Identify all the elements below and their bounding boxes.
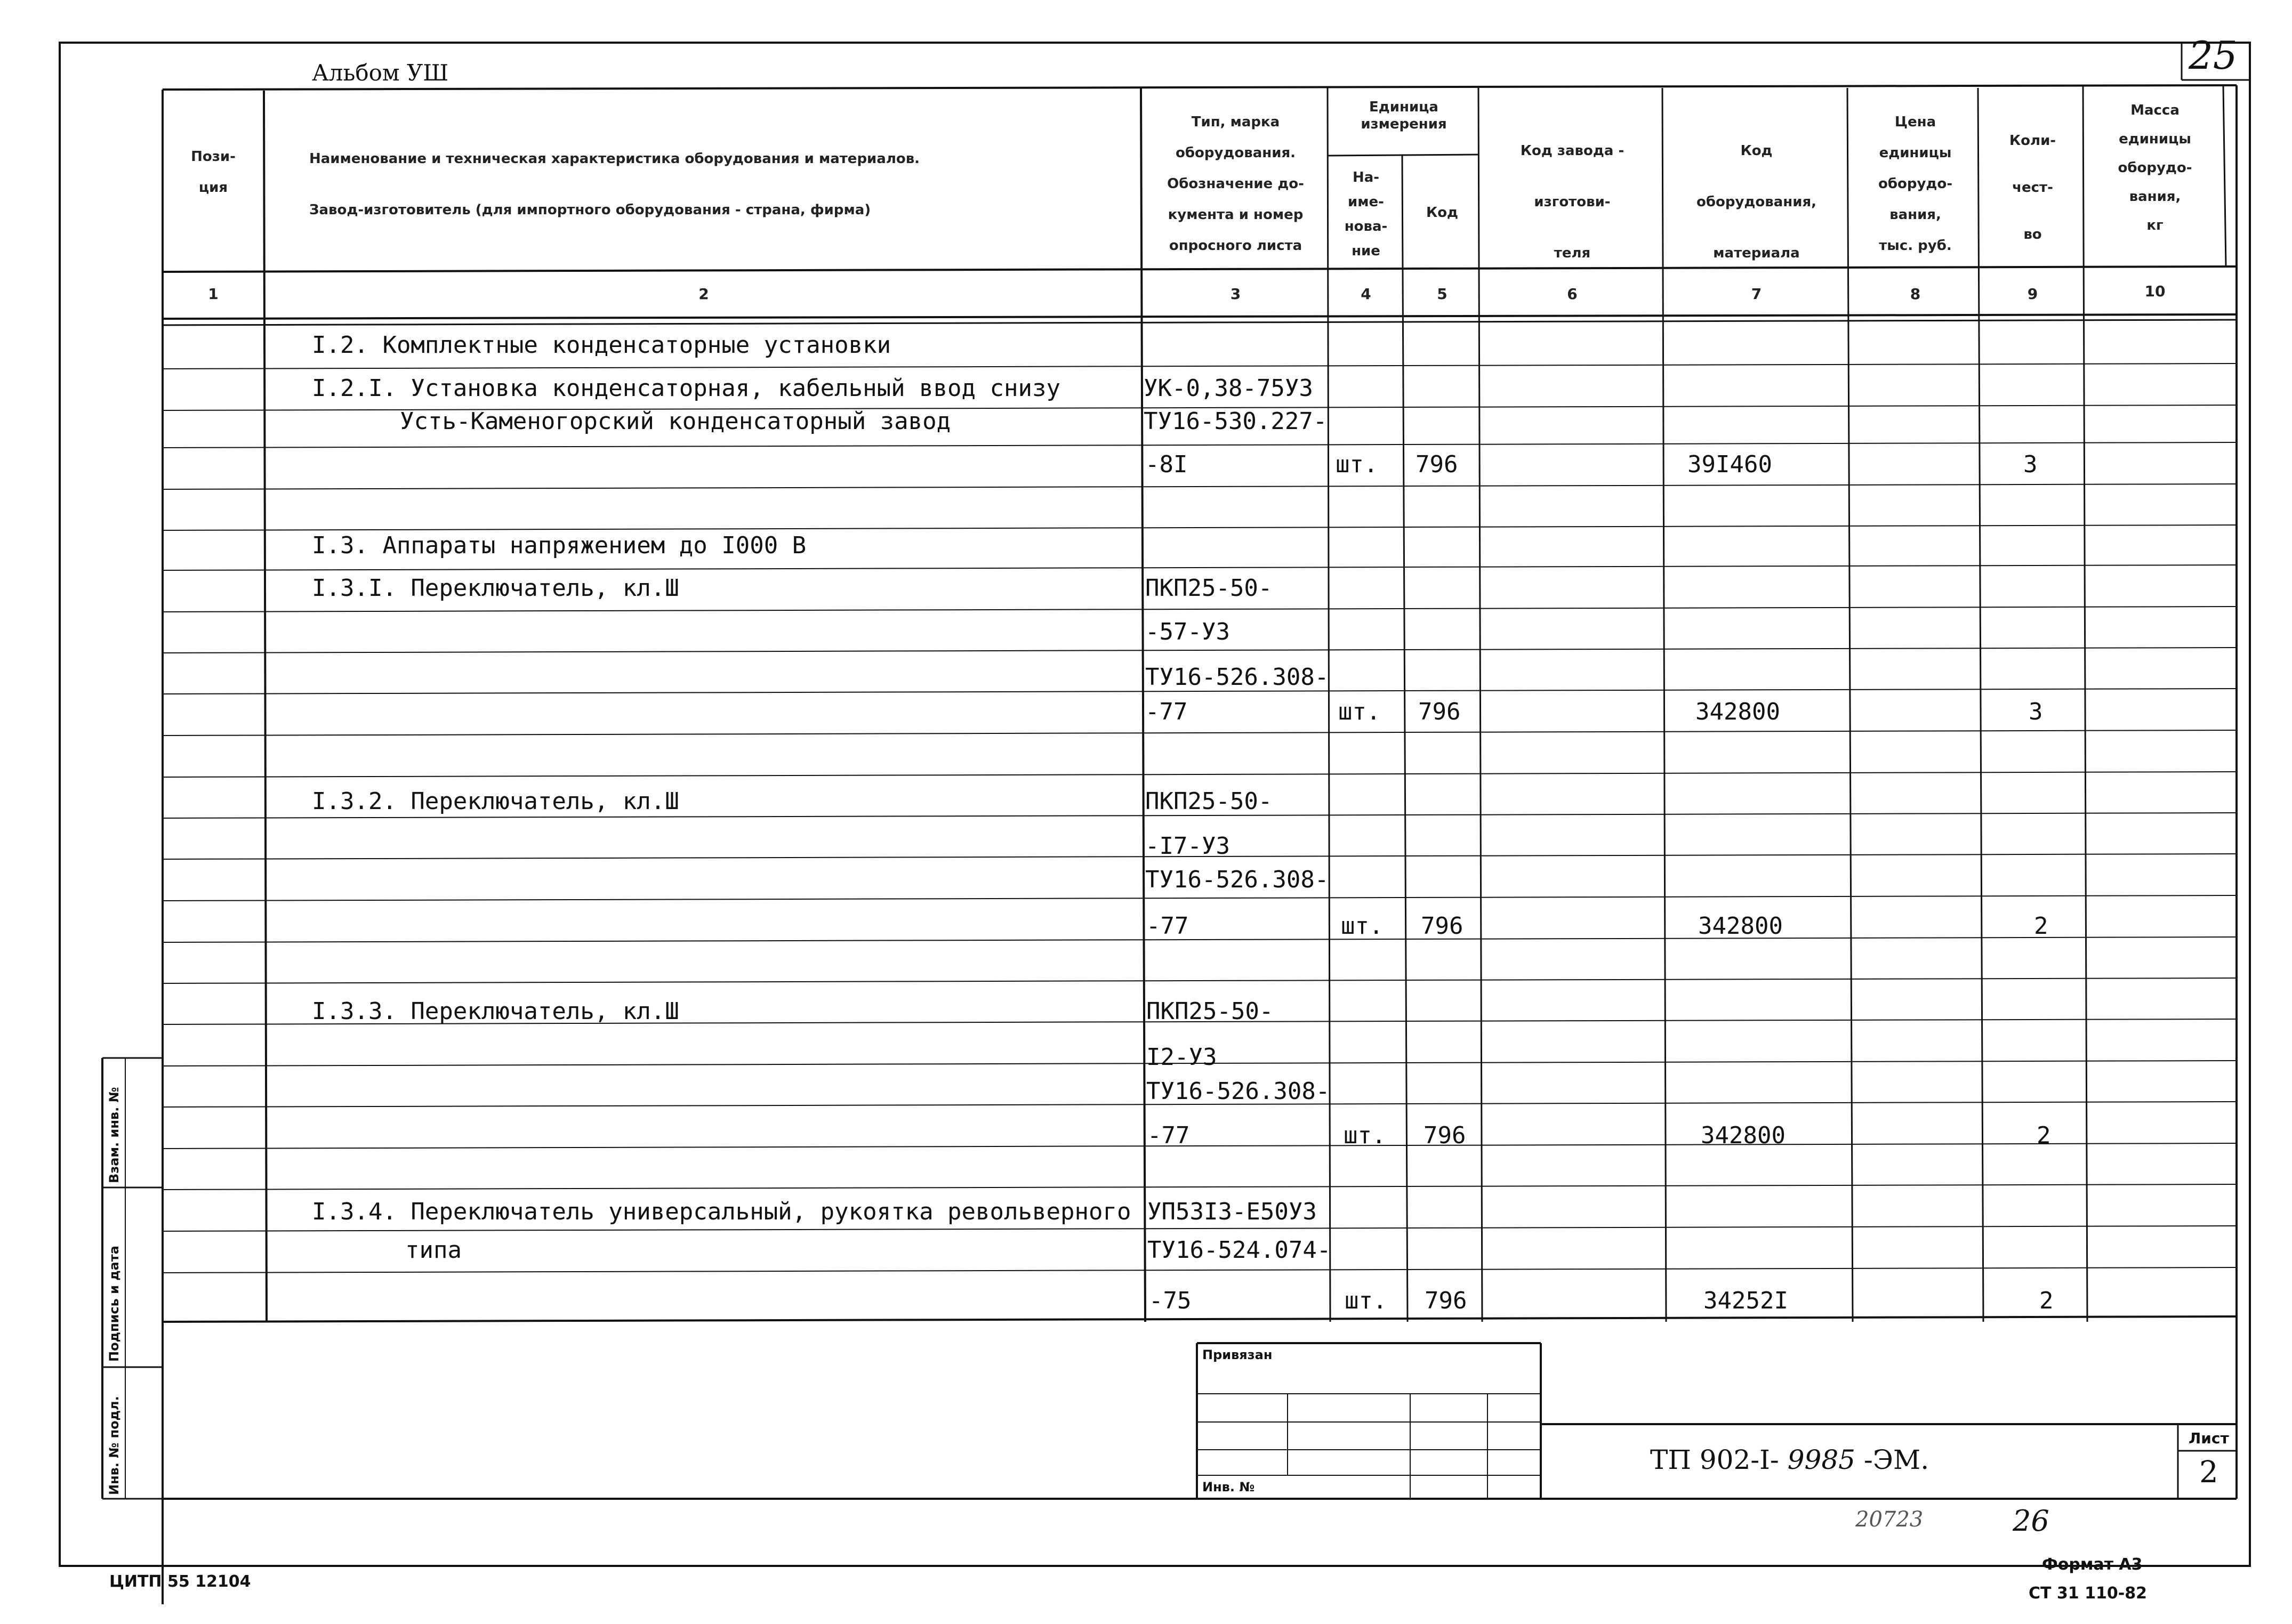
column-number-9: 9	[2027, 285, 2038, 303]
row-15-quantity: 2	[2034, 912, 2048, 940]
row-6-name: I.3. Аппараты напряжением до I000 В	[312, 532, 807, 559]
row-23-unit: шт.	[1345, 1287, 1387, 1314]
row-20-type: -77	[1147, 1122, 1190, 1149]
header-quantity: Коли- чест- во	[2009, 133, 2056, 243]
row-18-type: I2-УЗ	[1146, 1044, 1217, 1071]
row-20-quantity: 2	[2037, 1122, 2051, 1149]
row-10-unit-code: 796	[1418, 698, 1461, 725]
row-15-type: -77	[1146, 912, 1189, 940]
row-17-type: ПКП25-50-	[1146, 998, 1274, 1025]
handwritten-number-1: 20723	[1855, 1507, 1924, 1532]
row-22-type: ТУ16-524.074-	[1147, 1237, 1331, 1264]
row-10-equipment-code: 342800	[1695, 698, 1780, 725]
title-block-linked: Привязан	[1202, 1347, 1273, 1362]
sheet-corner-number: 25	[2189, 33, 2238, 78]
header-unit-name: На- име- нова- ние	[1344, 169, 1388, 259]
row-17-name: I.3.3. Переключатель, кл.Ш	[312, 998, 679, 1025]
row-23-type: -75	[1149, 1287, 1192, 1314]
row-2-name: I.2.I. Установка конденсаторная, кабельный ввод снизу	[312, 375, 1060, 402]
column-number-1: 1	[208, 285, 219, 303]
standard-reference: СТ 31 110-82	[2029, 1584, 2147, 1603]
side-stamp-signature-date: Подпись и дата	[107, 1246, 122, 1362]
row-21-type: УП53I3-Е50УЗ	[1147, 1198, 1317, 1225]
row-7-type: ПКП25-50-	[1145, 575, 1273, 602]
header-type: Тип, марка оборудования. Обозначение до- кумента и номер опросного листа	[1167, 114, 1304, 254]
row-4-quantity: 3	[2023, 451, 2038, 478]
header-price: Цена единицы оборудо- вания, тыс. руб.	[1878, 114, 1953, 254]
header-unit-code: Код	[1426, 205, 1459, 221]
row-15-unit: шт.	[1341, 912, 1384, 940]
row-7-name: I.3.I. Переключатель, кл.Ш	[312, 575, 679, 602]
row-10-unit: шт.	[1338, 698, 1381, 725]
column-number-7: 7	[1751, 285, 1762, 303]
title-block-inv: Инв. №	[1202, 1480, 1255, 1494]
row-3-name: Усть-Каменогорский конденсаторный завод	[400, 408, 951, 435]
row-4-equipment-code: 39I460	[1687, 451, 1772, 478]
document-code-handwritten: 9985	[1787, 1444, 1855, 1475]
row-12-name: I.3.2. Переключатель, кл.Ш	[312, 788, 679, 815]
sheet-label: Лист	[2189, 1429, 2229, 1447]
row-22-name: типа	[405, 1237, 462, 1264]
header-maker-code: Код завода - изготови- теля	[1520, 143, 1624, 261]
column-number-6: 6	[1567, 285, 1578, 303]
row-9-type: ТУ16-526.308-	[1145, 664, 1329, 691]
document-code-prefix: ТП 902-I-	[1650, 1444, 1779, 1475]
row-15-equipment-code: 342800	[1698, 912, 1783, 940]
header-equipment-code: Код оборудования, материала	[1696, 143, 1817, 261]
row-10-quantity: 3	[2029, 698, 2043, 725]
column-number-3: 3	[1230, 285, 1241, 303]
row-8-type: -57-УЗ	[1145, 618, 1230, 645]
header-mass: Масса единицы оборудо- вания, кг	[2118, 102, 2192, 233]
row-13-type: -I7-УЗ	[1145, 833, 1230, 860]
org-stamp: ЦИТП 55 12104	[109, 1572, 251, 1591]
format-label: Формат А3	[2042, 1555, 2143, 1574]
row-20-unit: шт.	[1344, 1122, 1386, 1149]
row-23-quantity: 2	[2039, 1287, 2054, 1314]
column-number-4: 4	[1361, 285, 1371, 303]
row-14-type: ТУ16-526.308-	[1145, 866, 1329, 893]
column-number-5: 5	[1437, 285, 1447, 303]
column-number-8: 8	[1910, 285, 1921, 303]
row-21-name: I.3.4. Переключатель универсальный, рукоятка револьверного	[312, 1198, 1131, 1225]
side-stamp-replaced-inv: Взам. инв. №	[107, 1087, 122, 1183]
row-20-equipment-code: 342800	[1701, 1122, 1786, 1149]
document-code	[1650, 1444, 1929, 1475]
column-number-10: 10	[2144, 282, 2166, 300]
row-20-unit-code: 796	[1424, 1122, 1466, 1149]
row-4-unit: шт.	[1336, 451, 1378, 478]
row-4-type: -8I	[1145, 451, 1188, 478]
column-number-2: 2	[698, 285, 709, 303]
header-position: Пози- ция	[191, 149, 236, 196]
album-title: Альбом УШ	[312, 60, 449, 86]
document-code-suffix: -ЭМ.	[1863, 1444, 1929, 1475]
row-2-type: УК-0,38-75УЗ	[1144, 375, 1313, 402]
row-4-unit-code: 796	[1416, 451, 1458, 478]
row-23-equipment-code: 34252I	[1703, 1287, 1788, 1314]
header-name: Наименование и техническая характеристика оборудования и материалов. Завод-изготовитель (для импортного оборудования - страна, фирма)	[309, 151, 920, 218]
side-stamp-original-inv: Инв. № подл.	[107, 1396, 122, 1495]
row-12-type: ПКП25-50-	[1145, 788, 1273, 815]
header-unit-group: Единица измерения	[1361, 99, 1447, 132]
row-23-unit-code: 796	[1425, 1287, 1467, 1314]
row-3-type: ТУ16-530.227-	[1144, 408, 1328, 435]
sheet-number: 2	[2199, 1455, 2218, 1490]
row-19-type: ТУ16-526.308-	[1146, 1078, 1330, 1105]
handwritten-number-2: 26	[2013, 1504, 2049, 1538]
row-1-name: I.2. Комплектные конденсаторные установки	[312, 332, 891, 359]
row-10-type: -77	[1145, 698, 1188, 725]
row-15-unit-code: 796	[1421, 912, 1463, 940]
